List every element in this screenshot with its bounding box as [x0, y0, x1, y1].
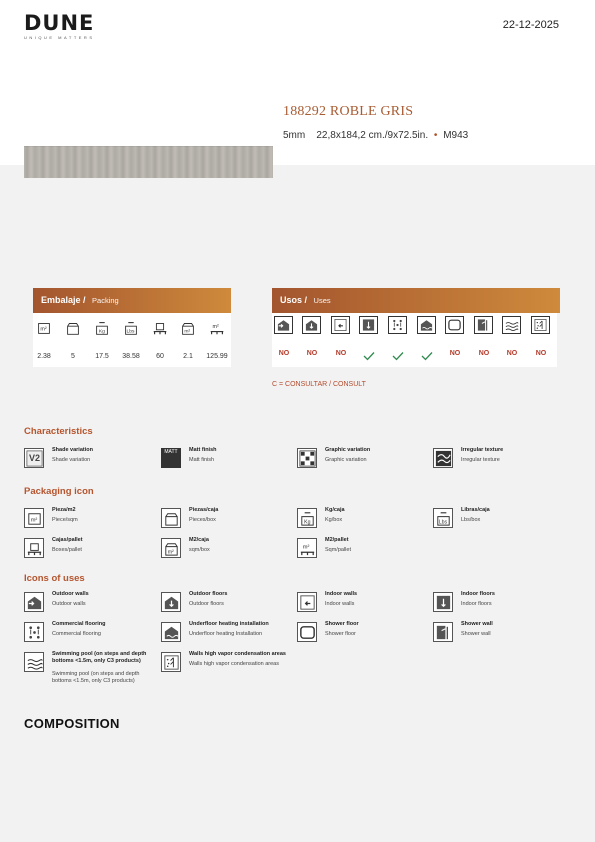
feature-item	[24, 447, 159, 471]
matt-finish-icon: MATT	[161, 448, 181, 468]
feature-description: Irregular texture	[461, 457, 500, 463]
boxes-pallet-icon	[151, 319, 169, 342]
svg-text:m²: m²	[184, 329, 191, 335]
svg-text:Lbs: Lbs	[438, 519, 448, 526]
shower-wall-icon	[433, 622, 453, 642]
m2-pallet-icon	[208, 319, 226, 342]
characteristics-title: Characteristics	[24, 426, 93, 437]
use-value: NO	[535, 350, 547, 357]
feature-title: Irregular texture	[461, 447, 504, 453]
packing-panel-header	[33, 288, 231, 313]
feature-title: M2/pallet	[325, 537, 349, 543]
svg-text:Kg: Kg	[98, 329, 105, 335]
composition-title: COMPOSITION	[24, 716, 120, 731]
document-date: 22-12-2025	[502, 19, 559, 31]
product-code: M943	[443, 130, 469, 141]
uses-panel	[272, 313, 557, 367]
kg-box-icon	[297, 508, 317, 528]
irregular-texture-icon	[433, 448, 453, 468]
feature-description: Sqm/pallet	[325, 547, 351, 553]
feature-item	[297, 507, 432, 531]
packing-value: 17.5	[95, 353, 109, 360]
indoor-floors-icon	[359, 316, 378, 334]
product-specs	[283, 130, 468, 141]
feature-item	[433, 507, 568, 531]
feature-title: Indoor walls	[325, 591, 358, 597]
packing-value: 5	[71, 353, 75, 360]
packing-title: Embalaje /	[41, 295, 86, 305]
feature-item	[24, 591, 159, 615]
feature-item	[433, 621, 568, 645]
outdoor-floors-icon	[302, 316, 321, 334]
uses-title: Usos /	[280, 295, 308, 305]
use-value: NO	[506, 350, 518, 357]
lbs-box-icon	[122, 319, 140, 342]
check-icon	[388, 348, 408, 366]
packaging-icon-title: Packaging icon	[24, 486, 94, 497]
pieces-box-icon	[64, 319, 82, 342]
feature-description: Indoor floors	[461, 601, 492, 607]
feature-description: Matt finish	[189, 457, 215, 463]
uses-panel-header	[272, 288, 560, 313]
feature-description: Shade variation	[52, 457, 91, 463]
feature-title: Cajas/pallet	[52, 537, 83, 543]
piece-m2-icon	[24, 508, 44, 528]
feature-description: Graphic variation	[325, 457, 367, 463]
outdoor-floors-icon	[161, 592, 181, 612]
packing-value: 125.99	[206, 353, 228, 360]
outdoor-walls-icon	[274, 316, 293, 334]
indoor-walls-icon	[297, 592, 317, 612]
use-value: NO	[478, 350, 490, 357]
packing-subtitle: Packing	[92, 296, 119, 305]
indoor-floors-icon	[433, 592, 453, 612]
kg-box-icon	[93, 319, 111, 342]
feature-item	[297, 447, 432, 471]
feature-item	[24, 537, 159, 561]
feature-item	[24, 507, 159, 531]
feature-description: Walls high vapor condensation areas	[189, 661, 279, 667]
svg-text:Lbs: Lbs	[126, 329, 135, 335]
feature-item	[161, 447, 296, 471]
use-value: NO	[306, 350, 318, 357]
brand-logo	[24, 12, 94, 40]
feature-title: Graphic variation	[325, 447, 371, 453]
feature-description: Pieces/box	[189, 517, 216, 523]
feature-item	[297, 537, 432, 561]
feature-description: Boxes/pallet	[52, 547, 82, 553]
commercial-flooring-icon	[24, 622, 44, 642]
boxes-pallet-icon	[24, 538, 44, 558]
feature-item	[161, 591, 296, 615]
feature-description: Indoor walls	[325, 601, 355, 607]
use-value: NO	[335, 350, 347, 357]
uses-legend: C = CONSULTAR / CONSULT	[272, 381, 366, 388]
shower-wall-icon	[474, 316, 493, 334]
commercial-flooring-icon	[388, 316, 407, 334]
icons-of-uses-title: Icons of uses	[24, 573, 85, 584]
swimming-pool-icon	[502, 316, 521, 334]
check-icon	[359, 348, 379, 366]
feature-description: Commercial flooring	[52, 631, 101, 637]
packing-value: 2.1	[183, 353, 193, 360]
feature-title: Matt finish	[189, 447, 217, 453]
packing-value: 2.38	[37, 353, 51, 360]
feature-item	[161, 651, 296, 675]
spec-separator: •	[433, 130, 438, 141]
check-icon	[417, 348, 437, 366]
shower-floor-icon	[297, 622, 317, 642]
packing-value: 38.58	[122, 353, 140, 360]
feature-title: Underfloor heating installation	[189, 621, 269, 627]
feature-title: Indoor floors	[461, 591, 495, 597]
product-title: 188292 ROBLE GRIS	[283, 104, 414, 119]
feature-title: Piezas/caja	[189, 507, 219, 513]
lbs-box-icon	[433, 508, 453, 528]
pieces-box-icon	[161, 508, 181, 528]
shade-variation-icon: V2	[24, 448, 44, 468]
feature-item	[433, 447, 568, 471]
underfloor-heating-icon	[161, 622, 181, 642]
use-value: NO	[449, 350, 461, 357]
m2-box-icon	[161, 538, 181, 558]
m2-box-icon	[179, 319, 197, 342]
feature-item	[297, 591, 432, 615]
product-size: 22,8x184,2 cm./9x72.5in.	[316, 130, 429, 141]
svg-text:Kg: Kg	[304, 519, 311, 526]
piece-m2-icon	[35, 319, 53, 342]
m2-pallet-icon	[297, 538, 317, 558]
feature-description: Shower wall	[461, 631, 491, 637]
svg-text:m²: m²	[302, 544, 310, 551]
feature-title: Shower floor	[325, 621, 359, 627]
outdoor-walls-icon	[24, 592, 44, 612]
shower-floor-icon	[445, 316, 464, 334]
feature-title: Shade variation	[52, 447, 93, 453]
feature-description: Lbs/box	[461, 517, 481, 523]
feature-item	[161, 621, 296, 645]
feature-description: Outdoor floors	[189, 601, 224, 607]
feature-description: Kg/box	[325, 517, 343, 523]
product-swatch-image	[24, 146, 273, 178]
feature-title: Libras/caja	[461, 507, 490, 513]
feature-title: Swimming pool (on steps and depth bottoms <1.5m, only C3 products)	[52, 651, 147, 664]
feature-title: Outdoor floors	[189, 591, 228, 597]
graphic-variation-icon	[297, 448, 317, 468]
underfloor-heating-icon	[417, 316, 436, 334]
swimming-pool-icon	[24, 652, 44, 672]
packing-value: 60	[156, 353, 164, 360]
feature-item	[24, 651, 159, 684]
brand-tagline: UNIQUE MATTERS	[24, 35, 95, 40]
indoor-walls-icon	[331, 316, 350, 334]
feature-title: Kg/caja	[325, 507, 345, 513]
feature-item	[161, 537, 296, 561]
brand-name: DUNE	[24, 11, 95, 35]
feature-title: Commercial flooring	[52, 621, 106, 627]
feature-description: sqm/box	[189, 547, 210, 553]
feature-item	[24, 621, 159, 645]
feature-title: Shower wall	[461, 621, 493, 627]
use-value: NO	[278, 350, 290, 357]
feature-item	[433, 591, 568, 615]
uses-subtitle: Uses	[313, 296, 331, 305]
feature-item	[297, 621, 432, 645]
walls-vapor-icon	[161, 652, 181, 672]
feature-description: Underfloor heating Installation	[189, 631, 263, 637]
product-thickness: 5mm	[283, 130, 306, 141]
feature-title: Outdoor walls	[52, 591, 89, 597]
feature-description: Swimming pool (on steps and depth bottoms <1.5m, only C3 products)	[52, 671, 140, 684]
feature-item	[161, 507, 296, 531]
feature-description: Outdoor walls	[52, 601, 86, 607]
svg-text:m²: m²	[167, 549, 174, 556]
feature-title: M2/caja	[189, 537, 209, 543]
svg-text:m²: m²	[212, 324, 219, 330]
feature-title: Pieza/m2	[52, 507, 76, 513]
feature-description: Shower floor	[325, 631, 356, 637]
svg-text:m²: m²	[40, 326, 47, 333]
packing-panel	[33, 313, 231, 367]
feature-title: Walls high vapor condensation areas	[189, 651, 286, 657]
feature-description: Piece/sqm	[52, 517, 78, 523]
svg-text:m²: m²	[30, 517, 38, 524]
walls-vapor-icon	[531, 316, 550, 334]
